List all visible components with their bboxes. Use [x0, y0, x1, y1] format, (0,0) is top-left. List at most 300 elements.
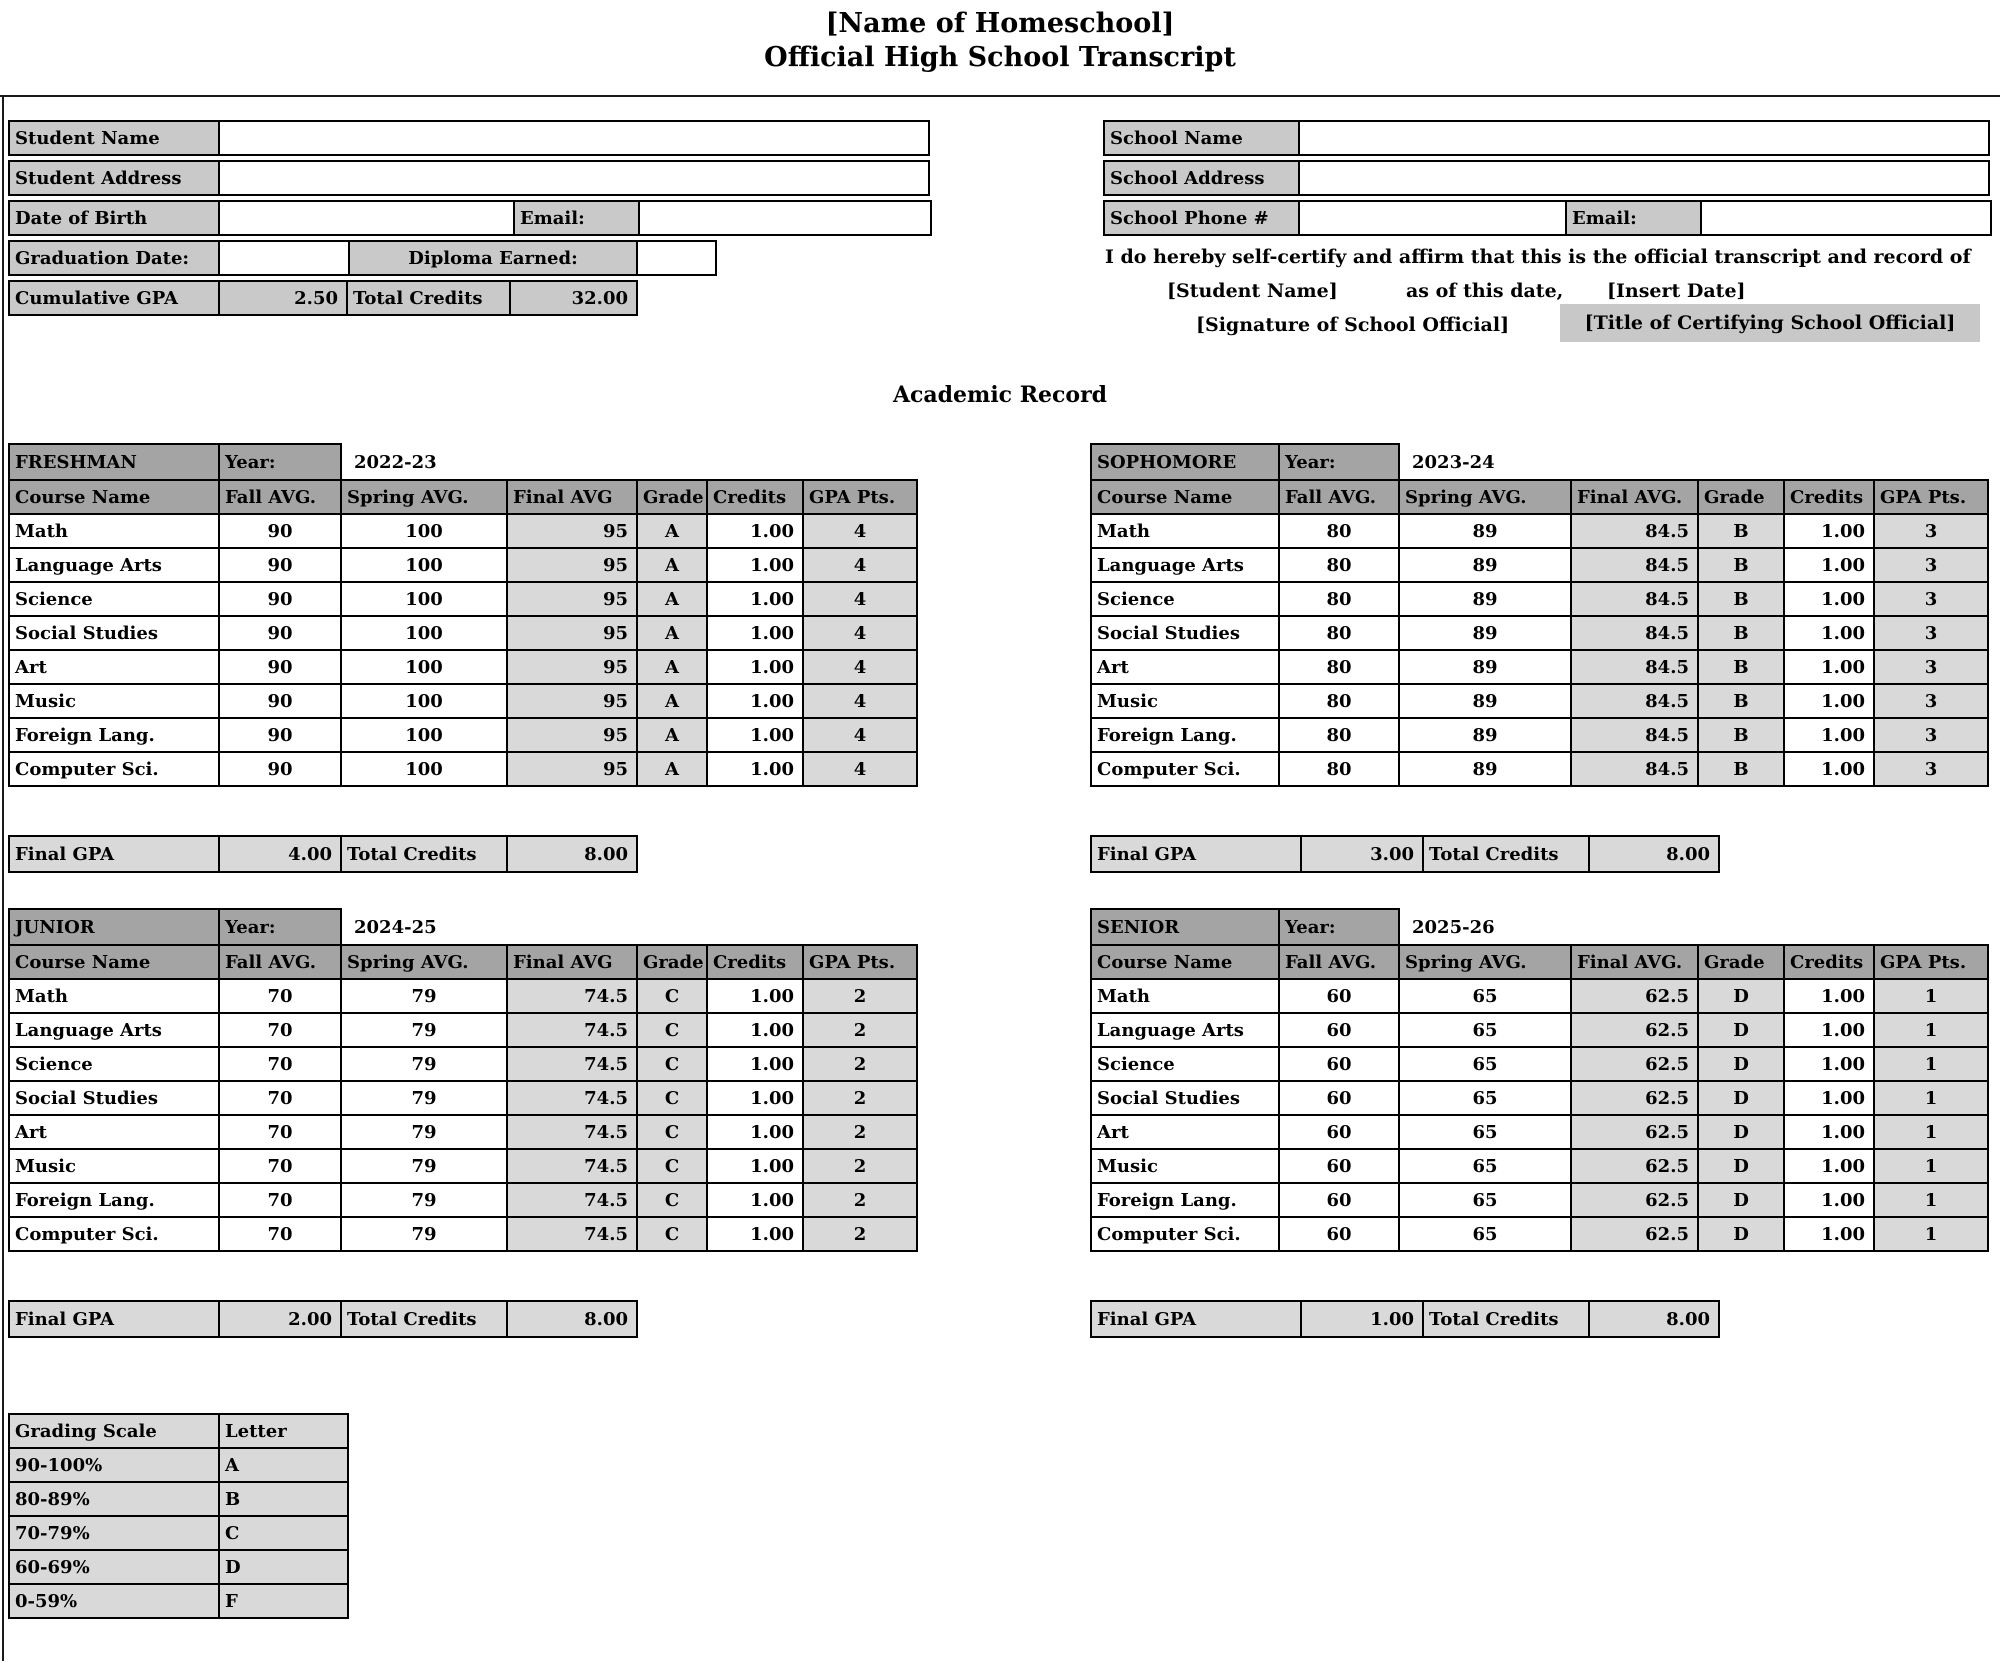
col-header-final-avg: Final AVG — [506, 944, 638, 980]
grading-scale-row — [8, 1447, 349, 1483]
school-address-row — [1103, 160, 1992, 196]
final-avg-cell: 62.5 — [1570, 1114, 1699, 1150]
spring-avg-cell: 100 — [340, 513, 508, 549]
col-header-spring-avg: Spring AVG. — [340, 479, 508, 515]
student-info-table — [8, 120, 932, 320]
fall-avg-cell: 90 — [218, 683, 342, 719]
gpa-pts-cell: 4 — [802, 513, 918, 549]
spring-avg-cell: 89 — [1398, 615, 1572, 651]
sheet-top-border-line — [0, 95, 2000, 97]
final-gpa-bar-freshman — [8, 835, 638, 873]
course-row — [8, 649, 918, 685]
col-header-spring-avg: Spring AVG. — [340, 944, 508, 980]
gpa-pts-cell: 2 — [802, 978, 918, 1014]
year-value: 2022-23 — [354, 451, 437, 473]
grade-cell: B — [1697, 683, 1785, 719]
letter-grade-cell: C — [218, 1515, 349, 1551]
final-gpa-value: 3.00 — [1300, 835, 1424, 873]
school-name-row — [1103, 120, 1992, 156]
credits-cell: 1.00 — [706, 615, 804, 651]
col-header-grade: Grade — [636, 944, 708, 980]
fall-avg-cell: 60 — [1278, 1182, 1400, 1218]
academic-table-freshman — [8, 443, 918, 787]
grading-scale-row — [8, 1515, 349, 1551]
school-email-field[interactable] — [1700, 200, 1992, 236]
fall-avg-cell: 60 — [1278, 1080, 1400, 1116]
spring-avg-cell: 79 — [340, 1046, 508, 1082]
course-row — [1090, 581, 1989, 617]
date-of-birth-field[interactable] — [218, 200, 515, 236]
total-credits-label: Total Credits — [1422, 835, 1590, 873]
course-row — [8, 615, 918, 651]
final-avg-cell: 84.5 — [1570, 683, 1699, 719]
percent-range-cell: 60-69% — [8, 1549, 220, 1585]
column-header-row — [1090, 479, 1989, 515]
course-name-cell: Science — [1090, 1046, 1280, 1082]
grade-cell: D — [1697, 1216, 1785, 1252]
student-address-label: Student Address — [8, 160, 220, 196]
column-header-row — [8, 479, 918, 515]
total-credits-value: 8.00 — [1588, 1300, 1720, 1338]
course-row — [8, 547, 918, 583]
final-avg-cell: 74.5 — [506, 1114, 638, 1150]
col-header-spring-avg: Spring AVG. — [1398, 479, 1572, 515]
gpa-pts-cell: 2 — [802, 1080, 918, 1116]
final-avg-cell: 62.5 — [1570, 978, 1699, 1014]
school-email-label: Email: — [1565, 200, 1702, 236]
course-name-cell: Language Arts — [1090, 1012, 1280, 1048]
course-name-cell: Music — [1090, 1148, 1280, 1184]
grade-level-label: FRESHMAN — [8, 443, 220, 481]
credits-cell: 1.00 — [1783, 649, 1875, 685]
course-name-cell: Math — [8, 513, 220, 549]
course-name-cell: Language Arts — [8, 547, 220, 583]
col-header-course-name: Course Name — [8, 479, 220, 515]
course-row — [8, 751, 918, 787]
fall-avg-cell: 90 — [218, 581, 342, 617]
grade-cell: C — [636, 1216, 708, 1252]
spring-avg-cell: 65 — [1398, 1012, 1572, 1048]
course-row — [1090, 978, 1989, 1014]
gpa-pts-cell: 2 — [802, 1182, 918, 1218]
final-avg-cell: 84.5 — [1570, 649, 1699, 685]
course-row — [8, 1216, 918, 1252]
gpa-pts-cell: 2 — [802, 1216, 918, 1252]
gpa-pts-cell: 1 — [1873, 1216, 1989, 1252]
course-row — [8, 1182, 918, 1218]
fall-avg-cell: 90 — [218, 751, 342, 787]
credits-cell: 1.00 — [1783, 683, 1875, 719]
course-name-cell: Music — [1090, 683, 1280, 719]
final-avg-cell: 74.5 — [506, 1012, 638, 1048]
gpa-pts-cell: 4 — [802, 751, 918, 787]
spring-avg-cell: 100 — [340, 615, 508, 651]
final-avg-cell: 74.5 — [506, 1080, 638, 1116]
gpa-pts-cell: 1 — [1873, 1148, 1989, 1184]
spring-avg-cell: 79 — [340, 1216, 508, 1252]
grade-cell: B — [1697, 717, 1785, 753]
cumulative-gpa-label: Cumulative GPA — [8, 280, 220, 316]
percent-range-cell: 90-100% — [8, 1447, 220, 1483]
col-header-fall-avg: Fall AVG. — [1278, 479, 1400, 515]
course-name-cell: Computer Sci. — [8, 751, 220, 787]
spring-avg-cell: 65 — [1398, 1216, 1572, 1252]
fall-avg-cell: 80 — [1278, 615, 1400, 651]
gpa-pts-cell: 4 — [802, 581, 918, 617]
col-header-grade: Grade — [1697, 944, 1785, 980]
final-avg-cell: 95 — [506, 581, 638, 617]
grading-scale-header-row — [8, 1413, 349, 1449]
spring-avg-cell: 79 — [340, 1012, 508, 1048]
course-name-cell: Foreign Lang. — [1090, 717, 1280, 753]
grade-cell: C — [636, 1148, 708, 1184]
total-credits-value: 8.00 — [506, 835, 638, 873]
course-row — [1090, 1114, 1989, 1150]
col-header-fall-avg: Fall AVG. — [218, 944, 342, 980]
credits-cell: 1.00 — [706, 513, 804, 549]
letter-grade-cell: A — [218, 1447, 349, 1483]
credits-cell: 1.00 — [1783, 615, 1875, 651]
final-avg-cell: 95 — [506, 717, 638, 753]
credits-cell: 1.00 — [706, 581, 804, 617]
gpa-pts-cell: 3 — [1873, 751, 1989, 787]
gpa-pts-cell: 3 — [1873, 649, 1989, 685]
col-header-final-avg: Final AVG — [506, 479, 638, 515]
final-avg-cell: 95 — [506, 683, 638, 719]
letter-grade-cell: F — [218, 1583, 349, 1619]
course-name-cell: Music — [8, 683, 220, 719]
diploma-earned-field[interactable] — [636, 240, 717, 276]
diploma-earned-label: Diploma Earned: — [348, 240, 638, 276]
final-gpa-bar-sophomore — [1090, 835, 1720, 873]
course-name-cell: Computer Sci. — [8, 1216, 220, 1252]
course-name-cell: Foreign Lang. — [1090, 1182, 1280, 1218]
fall-avg-cell: 70 — [218, 1114, 342, 1150]
school-info-table — [1103, 120, 1992, 240]
course-row — [8, 1046, 918, 1082]
fall-avg-cell: 60 — [1278, 978, 1400, 1014]
credits-cell: 1.00 — [1783, 1046, 1875, 1082]
credits-cell: 1.00 — [706, 547, 804, 583]
spring-avg-cell: 65 — [1398, 978, 1572, 1014]
grade-level-label: JUNIOR — [8, 908, 220, 946]
gpa-pts-cell: 2 — [802, 1012, 918, 1048]
spring-avg-cell: 65 — [1398, 1148, 1572, 1184]
fall-avg-cell: 90 — [218, 615, 342, 651]
col-header-final-avg: Final AVG. — [1570, 479, 1699, 515]
col-header-gpa-pts: GPA Pts. — [802, 944, 918, 980]
cumulative-gpa-row — [8, 280, 932, 316]
credits-cell: 1.00 — [706, 649, 804, 685]
course-name-cell: Social Studies — [8, 1080, 220, 1116]
spring-avg-cell: 89 — [1398, 683, 1572, 719]
year-value: 2024-25 — [354, 916, 437, 938]
course-row — [1090, 751, 1989, 787]
gpa-pts-cell: 4 — [802, 649, 918, 685]
final-avg-cell: 62.5 — [1570, 1216, 1699, 1252]
course-name-cell: Art — [8, 649, 220, 685]
credits-cell: 1.00 — [1783, 1114, 1875, 1150]
as-of-date-text: as of this date, — [1406, 280, 1564, 302]
total-credits-label: Total Credits — [346, 280, 511, 316]
fall-avg-cell: 60 — [1278, 1012, 1400, 1048]
spring-avg-cell: 100 — [340, 649, 508, 685]
course-name-cell: Computer Sci. — [1090, 1216, 1280, 1252]
course-row — [8, 1148, 918, 1184]
col-header-course-name: Course Name — [1090, 944, 1280, 980]
course-name-cell: Music — [8, 1148, 220, 1184]
credits-cell: 1.00 — [1783, 1182, 1875, 1218]
course-name-cell: Social Studies — [1090, 1080, 1280, 1116]
student-address-row — [8, 160, 932, 196]
school-name-field[interactable] — [1298, 120, 1990, 156]
course-name-cell: Science — [8, 581, 220, 617]
gpa-pts-cell: 3 — [1873, 547, 1989, 583]
final-avg-cell: 84.5 — [1570, 581, 1699, 617]
spring-avg-cell: 100 — [340, 751, 508, 787]
credits-cell: 1.00 — [1783, 1080, 1875, 1116]
fall-avg-cell: 90 — [218, 649, 342, 685]
graduation-row — [8, 240, 932, 276]
final-gpa-label: Final GPA — [1090, 835, 1302, 873]
fall-avg-cell: 80 — [1278, 547, 1400, 583]
col-header-fall-avg: Fall AVG. — [218, 479, 342, 515]
grade-cell: C — [636, 1012, 708, 1048]
final-gpa-bar-junior — [8, 1300, 638, 1338]
course-row — [1090, 547, 1989, 583]
credits-cell: 1.00 — [1783, 547, 1875, 583]
gpa-pts-cell: 2 — [802, 1046, 918, 1082]
final-gpa-value: 4.00 — [218, 835, 342, 873]
grade-cell: A — [636, 513, 708, 549]
fall-avg-cell: 80 — [1278, 717, 1400, 753]
spring-avg-cell: 100 — [340, 683, 508, 719]
fall-avg-cell: 60 — [1278, 1216, 1400, 1252]
final-avg-cell: 62.5 — [1570, 1046, 1699, 1082]
student-dob-row — [8, 200, 932, 236]
spring-avg-cell: 100 — [340, 717, 508, 753]
total-credits-label: Total Credits — [340, 1300, 508, 1338]
grade-cell: D — [1697, 978, 1785, 1014]
spring-avg-cell: 100 — [340, 547, 508, 583]
spring-avg-cell: 79 — [340, 1148, 508, 1184]
credits-cell: 1.00 — [1783, 1216, 1875, 1252]
spring-avg-cell: 79 — [340, 978, 508, 1014]
fall-avg-cell: 80 — [1278, 751, 1400, 787]
grading-scale-row — [8, 1583, 349, 1619]
grade-cell: D — [1697, 1046, 1785, 1082]
grade-cell: B — [1697, 547, 1785, 583]
grade-cell: A — [636, 581, 708, 617]
fall-avg-cell: 70 — [218, 1046, 342, 1082]
col-header-credits: Credits — [706, 944, 804, 980]
total-credits-value: 8.00 — [506, 1300, 638, 1338]
course-name-cell: Math — [1090, 513, 1280, 549]
col-header-gpa-pts: GPA Pts. — [1873, 479, 1989, 515]
gpa-pts-cell: 4 — [802, 547, 918, 583]
fall-avg-cell: 80 — [1278, 649, 1400, 685]
course-name-cell: Math — [1090, 978, 1280, 1014]
student-email-field[interactable] — [638, 200, 932, 236]
course-row — [8, 1080, 918, 1116]
fall-avg-cell: 80 — [1278, 581, 1400, 617]
final-avg-cell: 95 — [506, 547, 638, 583]
course-name-cell: Social Studies — [8, 615, 220, 651]
grade-cell: C — [636, 1080, 708, 1116]
col-header-credits: Credits — [706, 479, 804, 515]
level-row — [1090, 908, 1989, 946]
course-row — [1090, 1216, 1989, 1252]
course-row — [8, 581, 918, 617]
grade-cell: B — [1697, 751, 1785, 787]
grade-cell: B — [1697, 513, 1785, 549]
letter-header: Letter — [218, 1413, 349, 1449]
course-row — [1090, 1148, 1989, 1184]
course-row — [8, 717, 918, 753]
final-avg-cell: 84.5 — [1570, 513, 1699, 549]
level-row — [1090, 443, 1989, 481]
percent-range-cell: 80-89% — [8, 1481, 220, 1517]
credits-cell: 1.00 — [706, 1216, 804, 1252]
fall-avg-cell: 70 — [218, 1182, 342, 1218]
spring-avg-cell: 79 — [340, 1114, 508, 1150]
grade-cell: D — [1697, 1114, 1785, 1150]
letter-grade-cell: B — [218, 1481, 349, 1517]
grade-cell: D — [1697, 1148, 1785, 1184]
course-row — [1090, 1012, 1989, 1048]
gpa-pts-cell: 4 — [802, 615, 918, 651]
grade-cell: D — [1697, 1012, 1785, 1048]
student-address-field[interactable] — [218, 160, 930, 196]
gpa-pts-cell: 1 — [1873, 1080, 1989, 1116]
grade-cell: A — [636, 615, 708, 651]
academic-table-sophomore — [1090, 443, 1989, 787]
certifying-title-placeholder: [Title of Certifying School Official] — [1560, 304, 1980, 342]
final-avg-cell: 62.5 — [1570, 1182, 1699, 1218]
course-row — [8, 978, 918, 1014]
fall-avg-cell: 60 — [1278, 1148, 1400, 1184]
course-name-cell: Social Studies — [1090, 615, 1280, 651]
year-label: Year: — [1278, 908, 1400, 946]
grade-level-label: SOPHOMORE — [1090, 443, 1280, 481]
course-row — [8, 1114, 918, 1150]
final-avg-cell: 74.5 — [506, 1182, 638, 1218]
student-name-row — [8, 120, 932, 156]
course-name-cell: Language Arts — [8, 1012, 220, 1048]
credits-cell: 1.00 — [706, 717, 804, 753]
course-row — [8, 683, 918, 719]
student-email-label: Email: — [513, 200, 640, 236]
grading-scale-table — [8, 1413, 349, 1619]
graduation-date-field[interactable] — [218, 240, 350, 276]
total-credits-value: 32.00 — [509, 280, 638, 316]
credits-cell: 1.00 — [706, 1114, 804, 1150]
spring-avg-cell: 65 — [1398, 1114, 1572, 1150]
credits-cell: 1.00 — [706, 1046, 804, 1082]
academic-table-senior — [1090, 908, 1989, 1252]
column-header-row — [1090, 944, 1989, 980]
course-row — [8, 1012, 918, 1048]
col-header-course-name: Course Name — [1090, 479, 1280, 515]
col-header-final-avg: Final AVG. — [1570, 944, 1699, 980]
course-name-cell: Science — [8, 1046, 220, 1082]
gpa-pts-cell: 1 — [1873, 1114, 1989, 1150]
spring-avg-cell: 89 — [1398, 751, 1572, 787]
gpa-pts-cell: 2 — [802, 1148, 918, 1184]
student-name-field[interactable] — [218, 120, 930, 156]
grading-scale-row — [8, 1481, 349, 1517]
final-avg-cell: 95 — [506, 649, 638, 685]
final-avg-cell: 95 — [506, 751, 638, 787]
fall-avg-cell: 70 — [218, 1216, 342, 1252]
spring-avg-cell: 89 — [1398, 649, 1572, 685]
gpa-pts-cell: 1 — [1873, 978, 1989, 1014]
course-row — [1090, 1080, 1989, 1116]
credits-cell: 1.00 — [1783, 513, 1875, 549]
year-label: Year: — [1278, 443, 1400, 481]
gpa-pts-cell: 3 — [1873, 683, 1989, 719]
fall-avg-cell: 70 — [218, 1148, 342, 1184]
year-value: 2025-26 — [1412, 916, 1495, 938]
school-phone-row — [1103, 200, 1992, 236]
fall-avg-cell: 90 — [218, 513, 342, 549]
col-header-credits: Credits — [1783, 944, 1875, 980]
final-avg-cell: 62.5 — [1570, 1080, 1699, 1116]
credits-cell: 1.00 — [1783, 717, 1875, 753]
course-row — [8, 513, 918, 549]
sheet-left-border-line — [2, 95, 4, 1661]
fall-avg-cell: 90 — [218, 717, 342, 753]
spring-avg-cell: 65 — [1398, 1080, 1572, 1116]
school-phone-field[interactable] — [1298, 200, 1567, 236]
final-avg-cell: 95 — [506, 615, 638, 651]
certify-statement: I do hereby self-certify and affirm that this is the official transcript and record of — [1105, 246, 1971, 268]
grade-cell: B — [1697, 649, 1785, 685]
spring-avg-cell: 65 — [1398, 1182, 1572, 1218]
page-subtitle: Official High School Transcript — [764, 42, 1236, 73]
student-name-label: Student Name — [8, 120, 220, 156]
fall-avg-cell: 60 — [1278, 1046, 1400, 1082]
section-heading: Academic Record — [892, 382, 1108, 408]
final-gpa-value: 2.00 — [218, 1300, 342, 1338]
course-row — [1090, 513, 1989, 549]
grade-cell: C — [636, 1114, 708, 1150]
fall-avg-cell: 80 — [1278, 513, 1400, 549]
course-name-cell: Science — [1090, 581, 1280, 617]
course-name-cell: Art — [1090, 649, 1280, 685]
level-row — [8, 908, 918, 946]
final-avg-cell: 84.5 — [1570, 717, 1699, 753]
fall-avg-cell: 60 — [1278, 1114, 1400, 1150]
gpa-pts-cell: 2 — [802, 1114, 918, 1150]
grade-cell: C — [636, 1182, 708, 1218]
grade-cell: A — [636, 751, 708, 787]
insert-date-placeholder: [Insert Date] — [1607, 280, 1746, 302]
course-name-cell: Language Arts — [1090, 547, 1280, 583]
col-header-gpa-pts: GPA Pts. — [1873, 944, 1989, 980]
year-label: Year: — [218, 908, 342, 946]
grade-cell: A — [636, 683, 708, 719]
final-avg-cell: 62.5 — [1570, 1148, 1699, 1184]
school-address-field[interactable] — [1298, 160, 1990, 196]
student-name-placeholder: [Student Name] — [1167, 280, 1338, 302]
course-row — [1090, 717, 1989, 753]
school-phone-label: School Phone # — [1103, 200, 1300, 236]
spring-avg-cell: 65 — [1398, 1046, 1572, 1082]
spring-avg-cell: 89 — [1398, 513, 1572, 549]
spring-avg-cell: 89 — [1398, 717, 1572, 753]
credits-cell: 1.00 — [706, 1148, 804, 1184]
